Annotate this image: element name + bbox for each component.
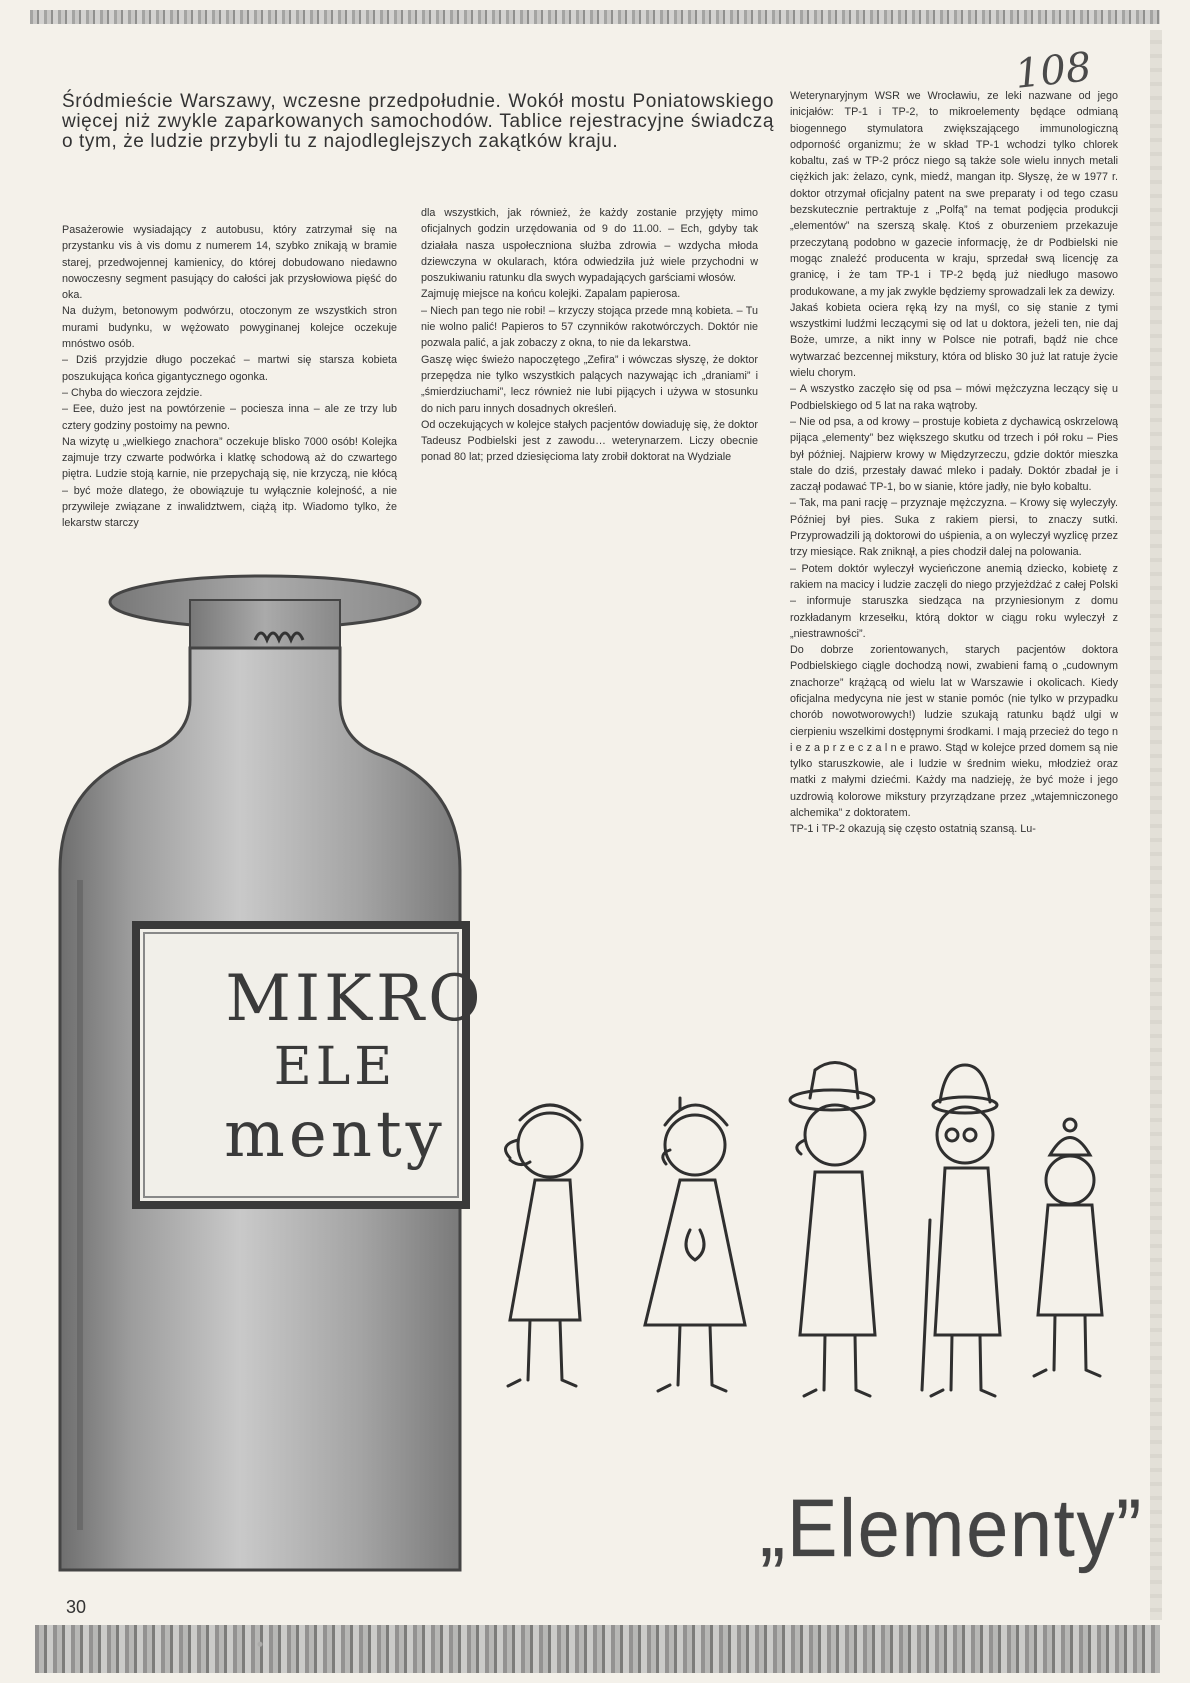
person-icon [922, 1065, 1000, 1396]
person-icon [790, 1063, 875, 1397]
article-column-2: dla wszystkich, jak również, że każdy zostanie przyjęty mimo oficjalnych godzin urzędowania od 9 do 11.00. – Ech, gdyby tak działała nasza uspołeczniona służba zdrowia – wzdycha młoda dziewczyna w okularach, która odwiedziła już wiele przychodni w poszukiwaniu ratunku dla swych wypadających garściami włosów. Zajmuję miejsce na końcu kolejki. Zapalam papierosa. – Niech pan tego nie robi! – krzyczy stojąca przede mną kobieta. – Tu nie wolno palić! Papieros to 57 czynników rakotwórczych. Doktór nie pozwala palić, a jak zobaczy z okna, to nie da lekarstwa. Gaszę więc świeżo napoczętego „Zefira” i wówczas słyszę, że doktor przepędza nie tylko wszystkich palących nazywając ich „draniami” i „śmierdziuchami”, lecz również nie lubi pijących i używa w stosunku do nich paru innych dosadnych określeń. Od oczekujących w kolejce stałych pacjentów dowiaduję się, że doktor Tadeusz Podbielski jest z zawodu… weterynarzem. Liczy obecnie ponad 80 lat; przed dziesięcioma laty zrobił doktorat na Wydziale [421, 207, 758, 464]
article-lead: Śródmieście Warszawy, wczesne przedpołudnie. Wokół mostu Poniatowskiego więcej niż zwykle zaparkowanych samochodów. Tablice rejestracyjne świadczą o tym, że ludzie przybyli tu z najodleglejszych zakątków kraju. [62, 91, 774, 152]
page-number: 30 [66, 1597, 87, 1617]
bottle-label-line-3: menty [224, 1098, 446, 1172]
scan-edge-right [1150, 30, 1162, 1620]
article-column-1: Pasażerowie wysiadający z autobusu, który zatrzymał się na przystanku vis à vis domu z numerem 14, szybko znikają w bramie starej, przedwojennej kamienicy, do której dobudowano niedawno nowoczesny segment pasujący do całości jak przysłowiowa pięść do oka. Na dużym, betonowym podwórzu, otoczonym ze wszystkich stron murami budynku, w wężowato powyginanej kolejce oczekuje mnóstwo osób. – Dziś przyjdzie długo poczekać – martwi się starsza kobieta poszukująca końca gigantycznego ogonka. – Chyba do wieczora zejdzie. – Eee, dużo jest na powtórzenie – pociesza inna – ale ze trzy lub cztery godziny postoimy na pewno. Na wizytę u „wielkiego znachora” oczekuje blisko 7000 osób! Kolejka zajmuje trzy czwarte podwórka i klatkę schodową aż do czwartego piętra. Ludzie stoją karnie, nie przepychają się, nie krzyczą, nie kłócą – być może dlatego, że obowiązuje tu wyłącznie kolejność, a nie przywileje związane z inwalidztwem, ciążą itp. Wiadomo tylko, że lekarstw starczy [62, 224, 397, 530]
scan-edge-bottom [35, 1625, 1160, 1673]
person-icon [506, 1105, 583, 1386]
illustration-caption: „Elementy” [760, 1483, 1144, 1574]
person-icon [1034, 1119, 1102, 1376]
scan-edge-top [30, 10, 1160, 24]
person-icon [645, 1098, 745, 1391]
bottle-label-line-2: ELE [273, 1037, 397, 1097]
bottle-label [150, 955, 485, 1175]
article-column-3: Weterynaryjnym WSR we Wrocławiu, ze leki nazwane od jego inicjałów: TP-1 i TP-2, to mikroelementy będące odmianą biogennego stymulatora zwiększającego immunologiczną odporność organizmu; że w skład TP-1 wchodzi tylko chlorek kobaltu, zaś w TP-2 prócz niego są także sole wielu innych metali ciężkich jak: żelazo, cynk, miedź, mangan itp. Słyszę, że w 1977 r. doktor otrzymał oficjalny patent na swe preparaty i od tego czasu bezskutecznie pertraktuje z „Polfą” na temat podjęcia produkcji „elementów” na szerszą skalę. Ktoś z oburzeniem przekazuje przeczytaną podobno w gazecie informację, że dr Podbielski nie mogąc znaleźć producenta w kraju, sprzedał swą licencję za granicę, i że tam TP-1 i TP-2 będą już niedługo masowo produkowane, a my jak zwykle będziemy sprowadzali lek za dewizy. Jakaś kobieta ociera ręką łzy na myśl, co się stanie z tymi wszystkimi ludźmi leczącymi się od lat u doktora, jeżeli ten, nie daj Boże, umrze, a nikt inny w Polsce nie potrafi, bądź nie chce wytwarzać bezcennej mikstury, która od blisko 30 już lat ratuje życie wielu chorym. – A wszystko zaczęło się od psa – mówi mężczyzna leczący się u Podbielskiego od 5 lat na raka wątroby. – Nie od psa, a od krowy – prostuje kobieta z dychawicą oskrzelową pijąca „elementy” bez większego skutku od trzech i pół roku – Pies był później. Najpierw krowy w Międzyrzeczu, gdzie doktór mieszka stale do dziś, przestały dawać mleko i padały. Doktór zbadał je i zaczął podawać TP-1, bo w sianie, które jadły, nie było kobaltu. – Tak, ma pani rację – przyznaje mężczyzna. – Krowy się wyleczyły. Później był pies. Suka z rakiem piersi, to znaczy sutki. Przyprowadzili ją doktorowi do uśpienia, a on wyleczył wyzlicę przez trzy miesiące. Rak zniknął, a pies chodził dalej na polowania. – Potem doktór wyleczył wycieńczone anemią dziecko, kobietę z rakiem na macicy i ludzie zaczęli do niego przyjeżdżać z całej Polski – informuje staruszka siedząca na przyniesionym z domu rozkładanym krzesełku, którą doktor w ciągu roku wyleczył z „niestrawności”. Do dobrze zorientowanych, starych pacjentów doktora Podbielskiego ciągle dochodzą nowi, zwabieni famą o „cudownym znachorze” krążącą od wielu lat w Warszawie i okolicach. Kiedy oficjalna medycyna nie jest w stanie pomóc (nie tylko w przypadku chorób nowotworowych!) ludzie szukają ratunku bądź ulgi w cierpieniu wszelkimi dostępnymi środkami. I mają przecież do tego n i e z a p r z e c z a l n e prawo. Stąd w kolejce przed domem są nie tylko staruszkowie, ale i ludzie w średnim wieku, młodzież oraz matki z małymi dziećmi. Każdy ma nadzieję, że być może i jego uzdrowią kolorowe mikstury przyrządzane przez „wtajemniczonego alchemika” z doktoratem. TP-1 i TP-2 okazują się często ostatnią szansą. Lu- [790, 90, 1118, 836]
queue-figures [506, 1063, 1103, 1397]
handwritten-page-number: 108 [1012, 44, 1094, 98]
bottle-label-line-1: MIKRO [225, 962, 485, 1036]
